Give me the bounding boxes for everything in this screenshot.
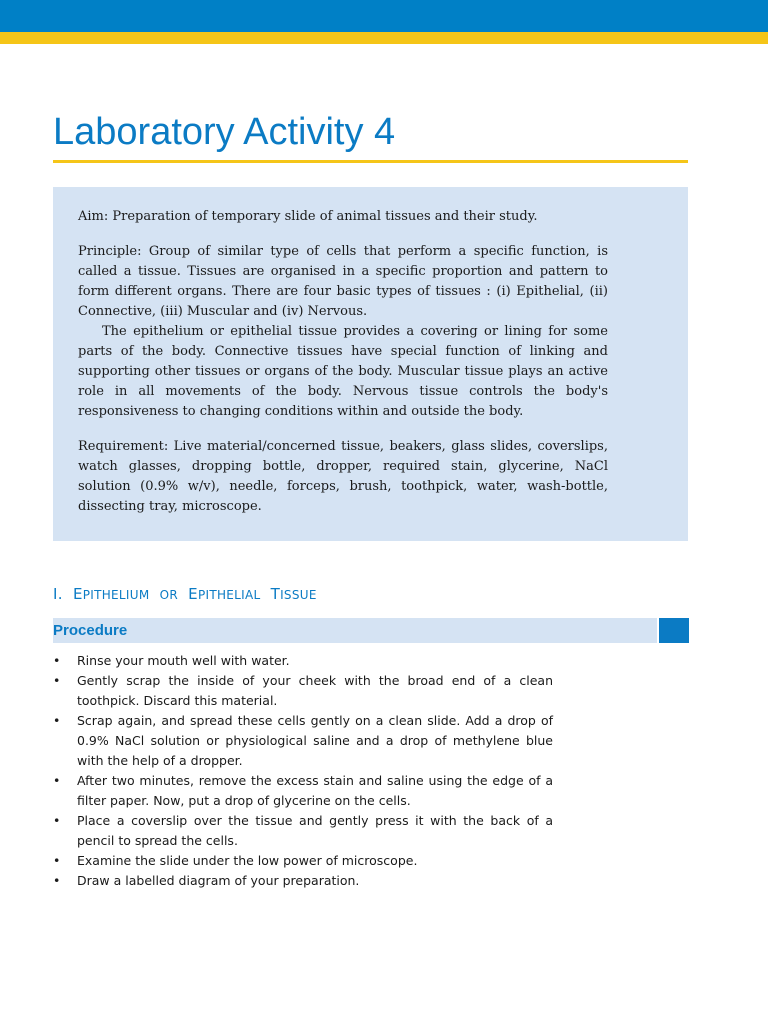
bullet-icon: • <box>53 773 61 788</box>
list-item: • Rinse your mouth well with water. <box>53 651 553 671</box>
bullet-icon: • <box>53 813 61 828</box>
bullet-icon: • <box>53 673 61 688</box>
info-box <box>53 187 688 541</box>
principle-text: Principle: Group of similar type of cells that perform a specific function, is called a tissue. Tissues are organised in a specific proportion and pattern to form different organs. There are four basic types of tissues : (i) Epithelial, (ii) Connective, (iii) Muscular and (iv) Nervous. <box>78 244 608 319</box>
bullet-icon: • <box>53 713 61 728</box>
title-underline <box>53 160 688 163</box>
bullet-icon: • <box>53 853 61 868</box>
list-item: • Draw a labelled diagram of your preparation. <box>53 871 553 891</box>
header-band <box>0 0 768 32</box>
procedure-accent-square <box>659 618 689 643</box>
requirement-text: Requirement: Live material/concerned tissue, beakers, glass slides, coverslips, watch glasses, dropping bottle, dropper, required stain, glycerine, NaCl solution (0.9% w/v), needle, forceps, brush, toothpick, water, wash-bottle, dissecting tray, microscope. <box>78 439 608 514</box>
bullet-icon: • <box>53 653 61 668</box>
header-stripe <box>0 32 768 44</box>
list-item: • Place a coverslip over the tissue and gently press it with the back of a pencil to spread the cells. <box>53 813 553 848</box>
procedure-steps <box>53 651 553 891</box>
page-title: Laboratory Activity 4 <box>53 111 396 153</box>
principle-detail-text: The epithelium or epithelial tissue provides a covering or lining for some parts of the body. Connective tissues have special function of linking and supporting other tissues or organs of the body. Muscular tissue plays an active role in all movements of the body. Nervous tissue controls the body's responsiveness to changing conditions within and outside the body. <box>78 324 608 419</box>
list-item: • Examine the slide under the low power of microscope. <box>53 851 553 871</box>
bullet-icon: • <box>53 873 61 888</box>
section-heading: I. EPITHELIUM OR EPITHELIAL TISSUE <box>53 585 317 603</box>
section-number: I. <box>53 585 63 603</box>
procedure-header-bar <box>53 618 657 643</box>
list-item: • After two minutes, remove the excess stain and saline using the edge of a filter paper. Now, put a drop of glycerine on the cells. <box>53 773 553 808</box>
aim-text: Aim: Preparation of temporary slide of animal tissues and their study. <box>78 209 538 224</box>
list-item: • Gently scrap the inside of your cheek with the broad end of a clean toothpick. Discard this material. <box>53 673 553 708</box>
procedure-heading: Procedure <box>53 622 128 639</box>
list-item: • Scrap again, and spread these cells gently on a clean slide. Add a drop of 0.9% NaCl solution or physiological saline and a drop of methylene blue with the help of a dropper. <box>53 713 553 768</box>
